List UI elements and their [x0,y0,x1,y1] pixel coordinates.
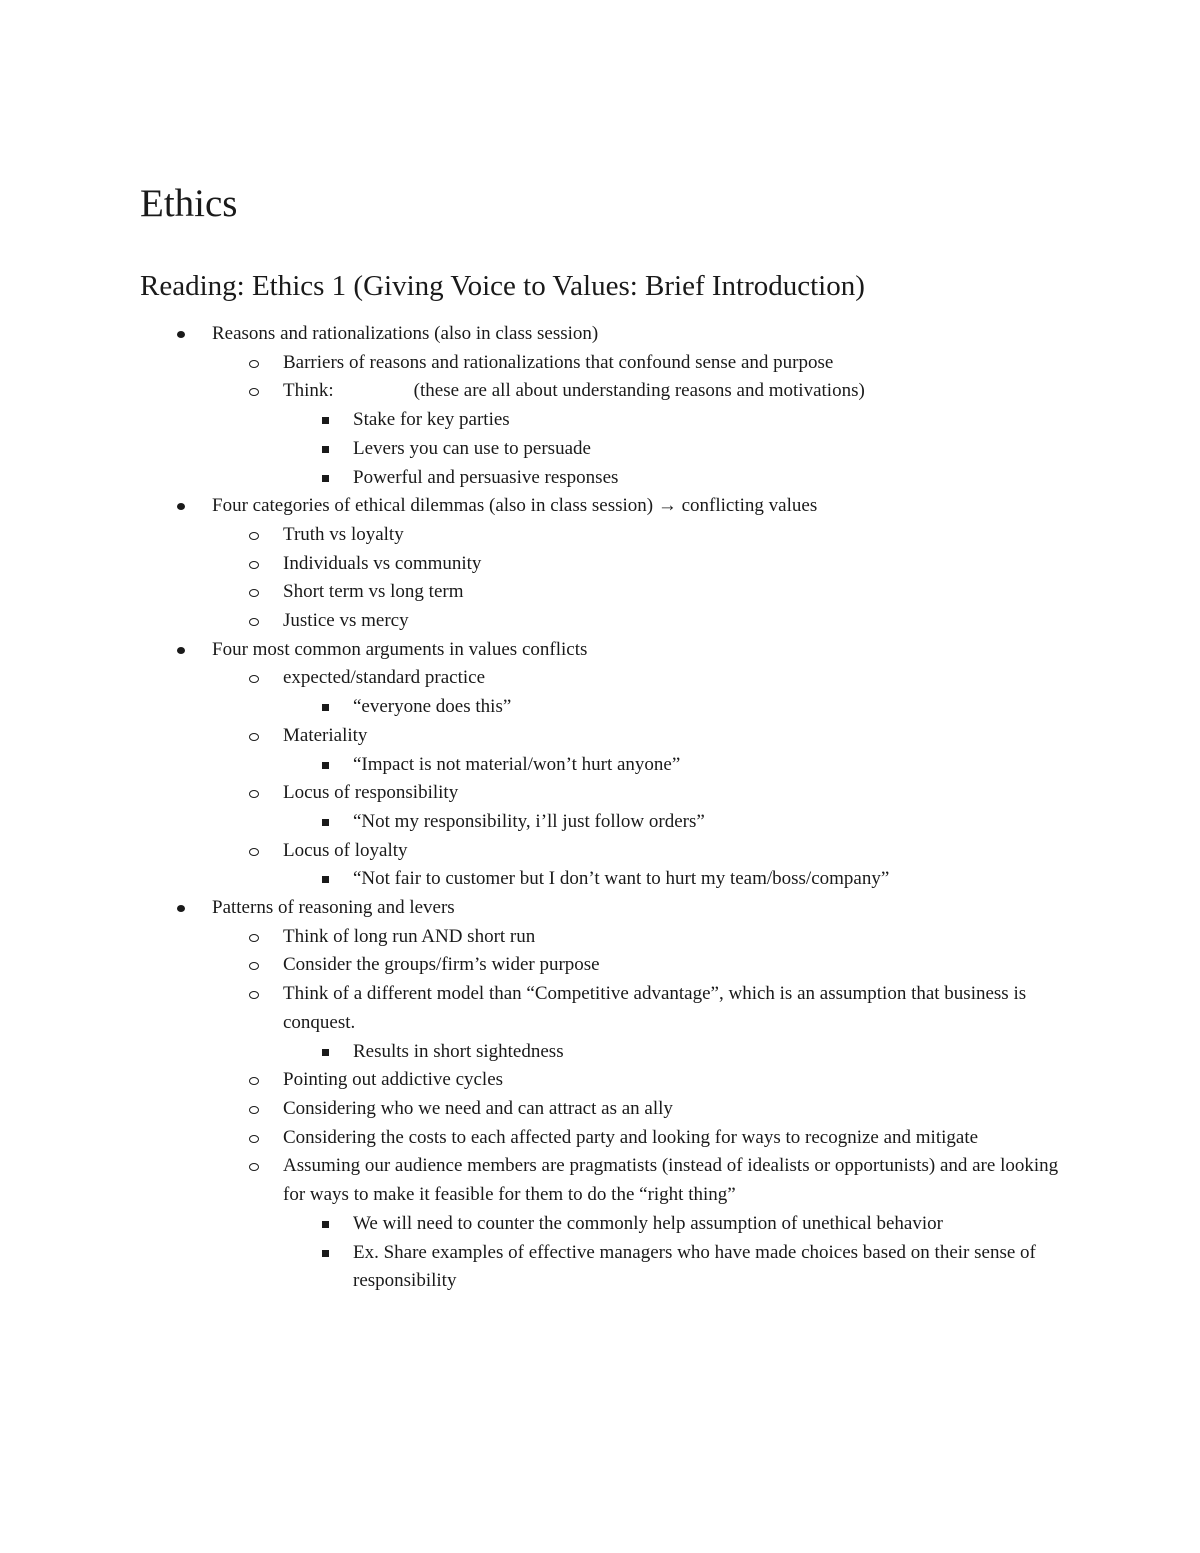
list-item-text: Think of long run AND short run [283,925,536,947]
list-item-text: We will need to counter the commonly help assumption of unethical behavior [353,1212,943,1234]
bullet-disc-icon [172,647,190,654]
bullet-circle-icon [244,790,264,798]
bullet-circle-icon [244,589,264,597]
list-item-text: Materiality [283,724,368,746]
bullet-square-icon [315,1221,335,1228]
list-item [0,693,1200,722]
list-item [0,865,1200,894]
bullet-disc-icon [172,503,190,510]
list-item [0,779,1200,808]
section-heading: Reading: Ethics 1 (Giving Voice to Values: Brief Introduction) [140,270,865,302]
list-item-text: Pointing out addictive cycles [283,1069,504,1091]
bullet-square-icon [315,876,335,883]
list-item [0,980,1200,1037]
list-item-text: Justice vs mercy [283,610,409,632]
list-item-text: “Not my responsibility, i’ll just follow orders” [353,810,705,832]
list-item-text: “Not fair to customer but I don’t want to hurt my team/boss/company” [353,868,890,890]
list-item-text: Reasons and rationalizations (also in class session) [212,323,599,344]
bullet-square-icon [315,1049,335,1056]
list-item [0,951,1200,980]
think-note: (these are all about understanding reasons and motivations) [413,380,865,402]
list-item [0,894,1200,923]
bullet-square-icon [315,446,335,453]
list-item-text [283,377,1063,406]
bullet-circle-icon [244,360,264,368]
think-label: Think: [283,380,334,402]
bullet-square-icon [315,475,335,482]
list-item [0,837,1200,866]
list-item-text: Locus of loyalty [283,839,408,861]
list-item [0,406,1200,435]
list-item [0,722,1200,751]
list-item-text: Results in short sightedness [353,1040,564,1062]
bullet-circle-icon [244,1106,264,1114]
bullet-circle-icon [244,532,264,540]
list-item-text: Levers you can use to persuade [353,437,591,459]
bullet-square-icon [315,762,335,769]
list-item-text: Patterns of reasoning and levers [212,897,455,919]
bullet-circle-icon [244,1077,264,1085]
list-item-text: Four categories of ethical dilemmas (also in class session) → conflicting values [212,495,818,517]
list-item-text: Four most common arguments in values conflicts [212,638,588,660]
list-item-text: Think of a different model than “Competitive advantage”, which is an assumption that business is conquest. [283,983,1027,1033]
list-item-text: Considering the costs to each affected party and looking for ways to recognize and mitigate [283,1126,979,1148]
list-item [0,1095,1200,1124]
list-item-text: Consider the groups/firm’s wider purpose [283,954,600,976]
list-item [0,808,1200,837]
bullet-circle-icon [244,962,264,970]
bullet-disc-icon [172,905,190,912]
list-item [0,664,1200,693]
list-item-text: Individuals vs community [283,552,482,574]
list-item [0,578,1200,607]
list-item [0,550,1200,579]
bullet-square-icon [315,417,335,424]
list-item-text: Considering who we need and can attract as an ally [283,1097,673,1119]
list-item [0,349,1200,378]
list-item [0,1066,1200,1095]
list-item [0,377,1200,406]
bullet-circle-icon [244,1135,264,1143]
list-item-text: “everyone does this” [353,696,512,718]
list-item-text: Stake for key parties [353,409,510,431]
bullet-circle-icon [244,618,264,626]
list-item [0,492,1200,521]
document-title: Ethics [140,182,238,225]
list-item [0,636,1200,665]
list-item-text: Ex. Share examples of effective managers who have made choices based on their sense of responsibility [353,1241,1036,1292]
list-item [0,435,1200,464]
bullet-circle-icon [244,848,264,856]
list-item [0,1124,1200,1153]
bullet-circle-icon [244,1163,264,1171]
list-item [0,923,1200,952]
bullet-circle-icon [244,675,264,683]
list-item [0,521,1200,550]
list-item [0,1038,1200,1067]
bullet-circle-icon [244,733,264,741]
bullet-square-icon [315,1250,335,1257]
bullet-square-icon [315,704,335,711]
list-item [0,1210,1200,1239]
list-item [0,607,1200,636]
list-item [0,1239,1200,1296]
list-item [0,464,1200,493]
list-item [0,1152,1200,1209]
list-item-text: expected/standard practice [283,667,486,689]
list-item-text: Assuming our audience members are pragmatists (instead of idealists or opportunists) and are looking for ways to make it feasible for them to do the “right thing” [283,1155,1059,1206]
list-item-text: Powerful and persuasive responses [353,466,619,488]
list-item [0,751,1200,780]
bullet-square-icon [315,819,335,826]
list-item-text: Locus of responsibility [283,782,459,804]
list-item [0,320,1200,349]
bullet-disc-icon [172,331,190,338]
list-item-text: Short term vs long term [283,581,464,603]
list-item-text: Truth vs loyalty [283,523,404,545]
bullet-circle-icon [244,934,264,942]
bullet-circle-icon [244,561,264,569]
bullet-circle-icon [244,388,264,396]
list-item-text: “Impact is not material/won’t hurt anyone” [353,753,681,775]
bullet-circle-icon [244,991,264,999]
list-item-text: Barriers of reasons and rationalizations that confound sense and purpose [283,351,834,373]
notes-outline [0,320,1200,1296]
